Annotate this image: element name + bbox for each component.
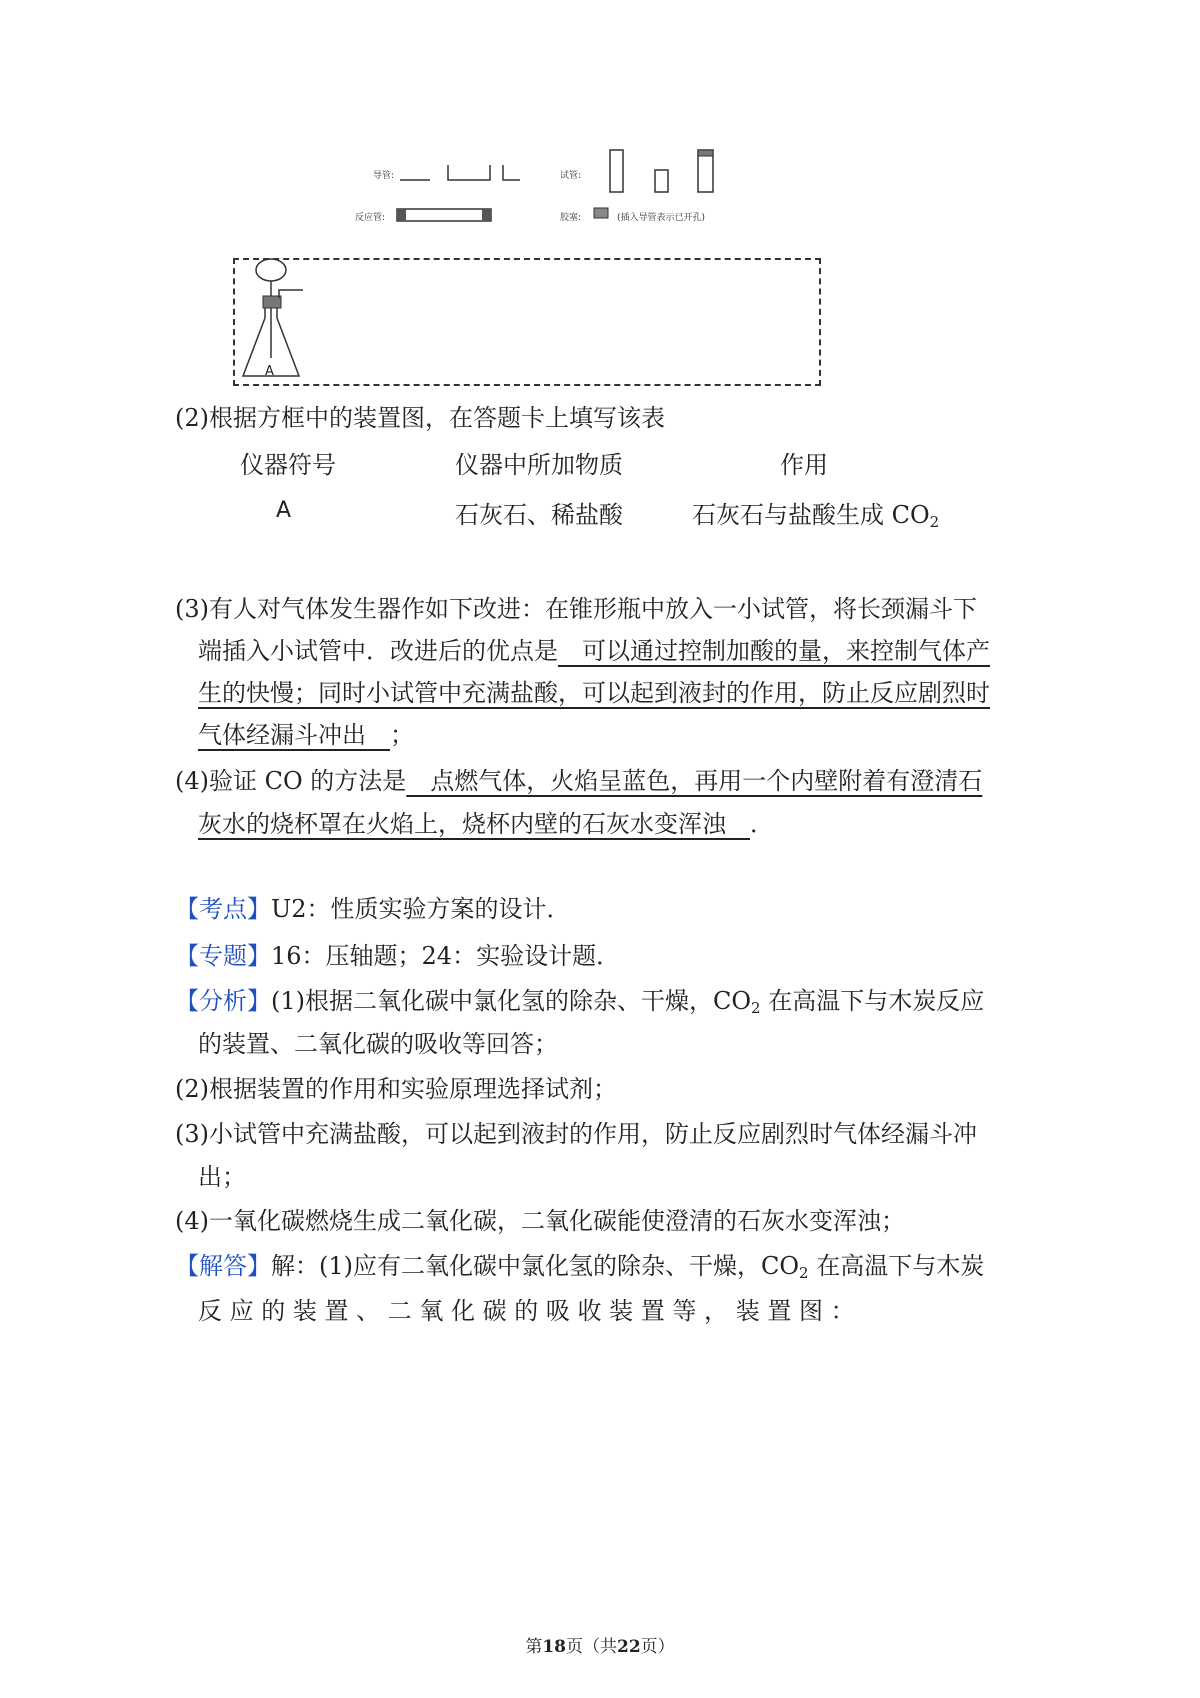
q3-answer-part1: 可以通过控制加酸的量，来控制气体产: [558, 637, 990, 665]
flask-apparatus-icon: [237, 258, 317, 386]
fenxi-subscript: 2: [751, 999, 761, 1017]
fenxi-text-1b: 在高温下与木炭反应: [760, 987, 985, 1015]
kaodian-text: U2：性质实验方案的设计．: [271, 895, 571, 923]
jieda-line1: [175, 1245, 984, 1294]
apparatus-legend: [355, 150, 805, 235]
jieda-text-1b: 在高温下与木炭: [808, 1252, 985, 1280]
table-header-substance: 仪器中所加物质: [455, 451, 623, 479]
table-header-symbol: 仪器符号: [240, 451, 336, 479]
tube-shapes-icon: [400, 160, 525, 185]
test-tube-label: 试管:: [560, 171, 582, 181]
purpose-subscript: 2: [929, 513, 940, 531]
jieda-text-1a: 解：(1)应有二氧化碳中氯化氢的除杂、干燥，CO: [271, 1252, 800, 1280]
fenxi-line6: (4)一氧化碳燃烧生成二氧化碳，二氧化碳能使澄清的石灰水变浑浊；: [175, 1207, 905, 1235]
fenxi-line4: (3)小试管中充满盐酸，可以起到液封的作用，防止反应剧烈时气体经漏斗冲: [175, 1120, 977, 1148]
q4-answer-part2: 灰水的烧杯罩在火焰上，烧杯内壁的石灰水变浑浊: [198, 810, 750, 838]
table-header-purpose: 作用: [780, 451, 828, 479]
stopper-label: 胶塞:: [560, 213, 582, 223]
test-tubes-icon: [605, 145, 725, 195]
q3-line2: [198, 630, 990, 672]
footer-prefix: 第: [525, 1637, 543, 1657]
stopper-note: (插入导管表示已开孔): [617, 213, 706, 223]
q4-suffix: ．: [750, 810, 774, 838]
purpose-text: 石灰石与盐酸生成 CO: [692, 501, 930, 529]
table-cell-purpose: [692, 495, 939, 531]
q4-line2: [198, 803, 774, 845]
fenxi-tag: 【分析】: [175, 987, 271, 1015]
fenxi-line3: (2)根据装置的作用和实验原理选择试剂；: [175, 1075, 617, 1103]
reaction-tube-icon: [395, 206, 495, 226]
fenxi-text-1a: (1)根据二氧化碳中氯化氢的除杂、干燥，CO: [271, 987, 752, 1015]
zhuanti-text: 16：压轴题；24：实验设计题．: [271, 942, 621, 970]
q3-line3: 生的快慢；同时小试管中充满盐酸，可以起到液封的作用，防止反应剧烈时: [198, 679, 990, 707]
q3-line1: (3)有人对气体发生器作如下改进：在锥形瓶中放入一小试管，将长颈漏斗下: [175, 595, 977, 623]
q4-answer-part1: 点燃气体，火焰呈蓝色，再用一个内壁附着有澄清石: [406, 767, 983, 795]
kaodian-tag: 【考点】: [175, 895, 271, 923]
table-cell-symbol: A: [276, 498, 292, 523]
tube-label: 导管:: [373, 171, 395, 181]
footer-page-number: 18: [542, 1637, 566, 1657]
jieda-tag: 【解答】: [175, 1252, 271, 1280]
jieda-line2: 反 应 的 装 置 、 二 氧 化 碳 的 吸 收 装 置 等 ， 装 置 图 ：: [198, 1297, 855, 1325]
q4-line1: [175, 760, 982, 802]
zhuanti-line: [175, 935, 620, 977]
footer-total-pages: 22: [617, 1637, 641, 1657]
fenxi-line1: [175, 980, 984, 1029]
kaodian-line: [175, 888, 571, 930]
q3-prefix: 端插入小试管中．改进后的优点是: [198, 637, 558, 665]
apparatus-diagram-box: [233, 258, 821, 386]
footer-suffix: 页）: [640, 1637, 675, 1657]
jieda-subscript: 2: [799, 1264, 809, 1282]
zhuanti-tag: 【专题】: [175, 942, 271, 970]
q4-prefix: (4)验证 CO 的方法是: [175, 767, 407, 795]
fenxi-line5: 出；: [198, 1163, 246, 1191]
stopper-icon: [592, 206, 612, 222]
page-footer: [0, 1632, 1200, 1657]
apparatus-label: A: [265, 364, 274, 379]
reaction-tube-label: 反应管:: [355, 213, 386, 223]
q3-answer-part3: 气体经漏斗冲出: [198, 721, 390, 749]
fenxi-line2: 的装置、二氧化碳的吸收等回答；: [198, 1030, 558, 1058]
q3-suffix: ；: [390, 721, 414, 749]
q3-line4: [198, 714, 414, 756]
footer-middle: 页（共: [566, 1637, 617, 1657]
q2-text: (2)根据方框中的装置图，在答题卡上填写该表: [175, 404, 665, 432]
table-cell-substance: 石灰石、稀盐酸: [455, 501, 623, 529]
